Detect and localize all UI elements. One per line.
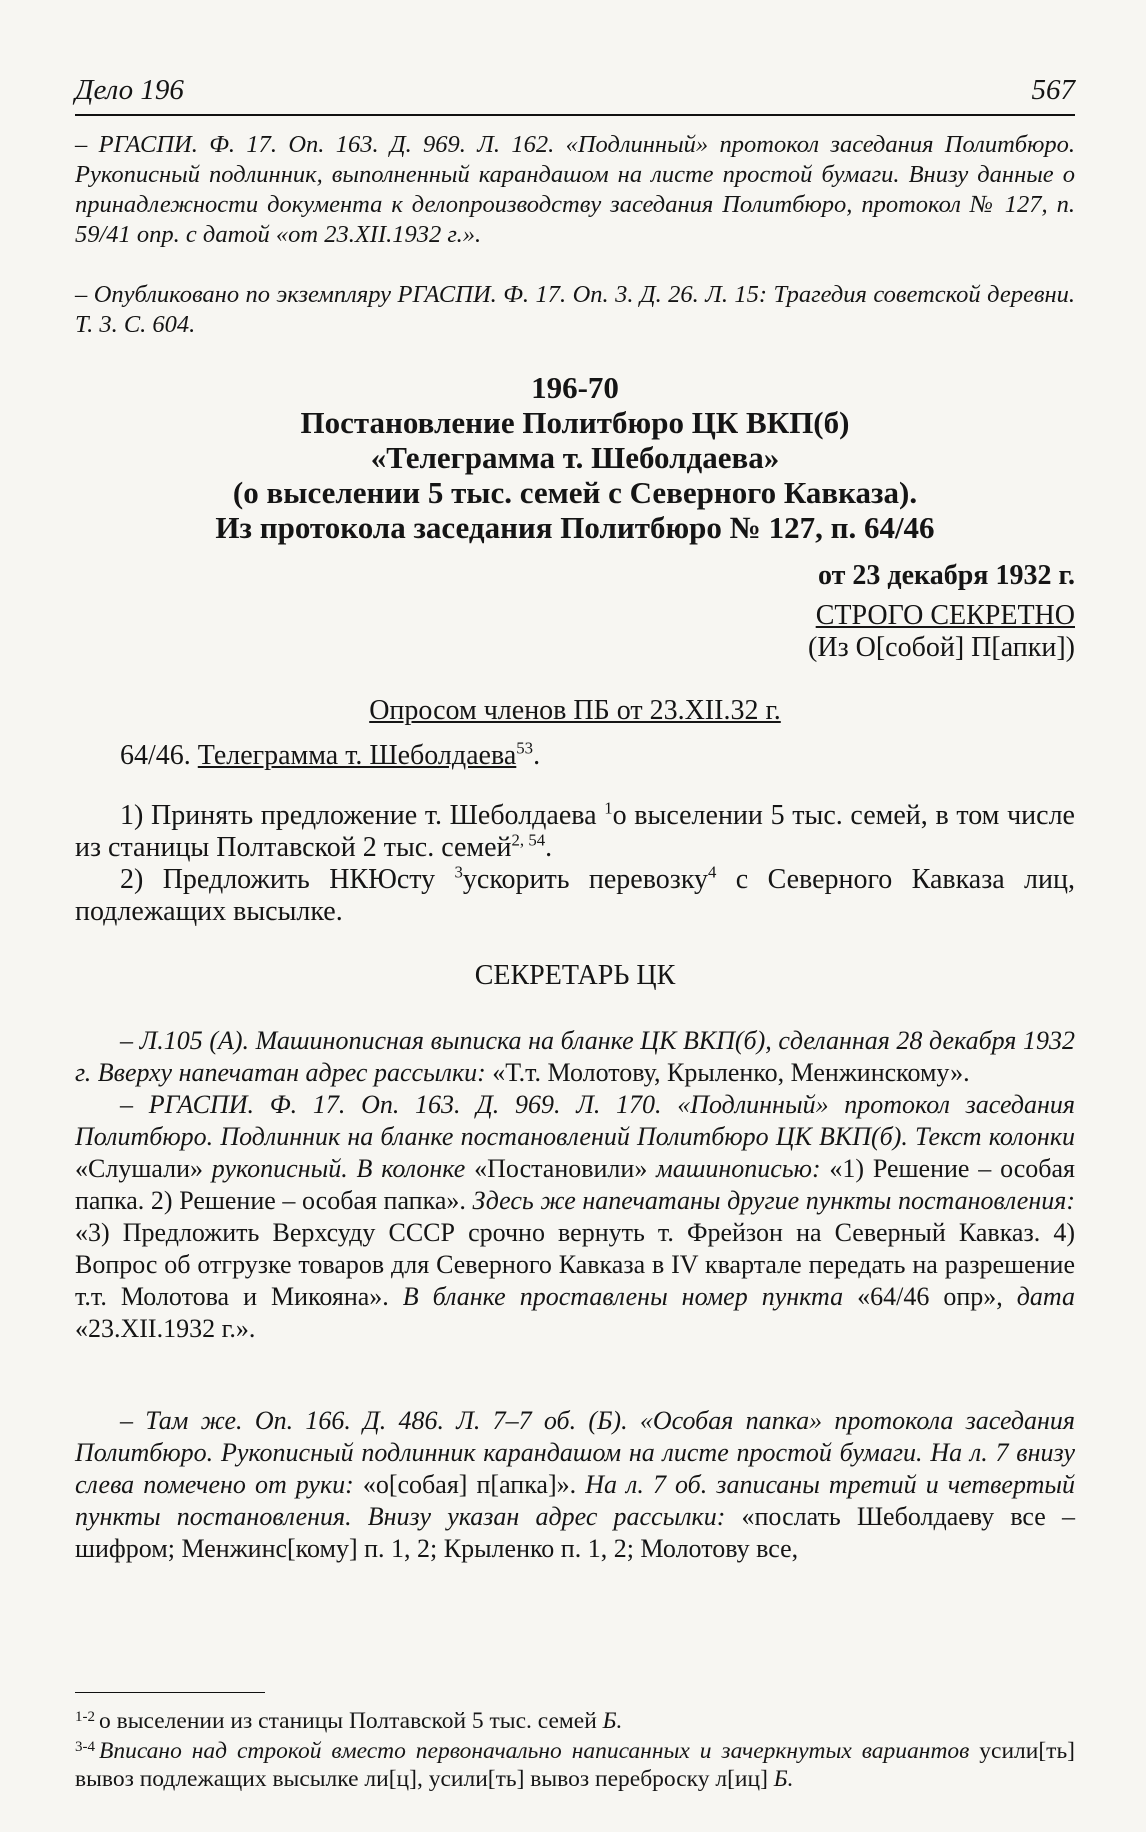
source-c-3: На л. 7 об. записаны третий и четвертый пункты постановления. Внизу указан адрес рассылки: [75,1470,1075,1531]
source-b-9: В бланке проставлены номер пункта [388,1282,858,1311]
source-b-7: Здесь же напечатаны другие пункты постановления: [465,1186,1075,1215]
footnote-2-text: усили[ть] вывоз подлежащих высылке ли[ц], усили[ть] вывоз переброску л[иц] [75,1738,1075,1792]
title-line-2: «Телеграмма т. Шеболдаева» [370,440,780,475]
secrecy-note: (Из О[собой] П[апки]) [808,632,1075,663]
source-b-6: «1) Решение – особая папка. 2) Решение – особая папка». [75,1154,1075,1215]
source-b-12: «23.XII.1932 г.» [75,1314,249,1343]
running-header [75,70,1075,116]
source-b-2: «Слушали» [75,1154,203,1183]
source-b-4: «Постановили» [474,1154,648,1183]
footnote-1 [75,1703,1075,1735]
document-heading [75,370,1075,545]
source-b-10: «64/46 опр», [857,1282,1003,1311]
source-note-c [75,1405,1075,1565]
footnote-1-source: Б. [602,1708,623,1734]
footnote-2 [75,1733,1075,1793]
footnote-1-mark: 1-2 [75,1709,95,1725]
resolution-1-end: о выселении 5 тыс. семей, в том числе из станицы Полтавской 2 тыс. семей [75,800,1075,863]
document-number: 196-70 [531,370,619,405]
item-number: 64/46. [120,740,191,771]
item-title: Телеграмма т. Шеболдаева [197,740,517,771]
source-a-italic: – Л.105 (А). Машинописная выписка на бланке ЦК ВКП(б), сделанная 28 декабря 1932 г. Вверху напечатан адрес рассылки: [75,1026,1075,1087]
case-number: Дело 196 [75,74,184,106]
title-line-1: Постановление Политбюро ЦК ВКП(б) [300,405,850,440]
source-b-3: рукописный. В колонке [203,1154,475,1183]
page-number: 567 [1031,74,1075,106]
poll-text: Опросом членов ПБ от 23.XII.32 г. [369,695,781,726]
footnote-2-mark: 3-4 [75,1739,95,1755]
resolution-2 [75,864,1075,928]
signature-line: СЕКРЕТАРЬ ЦК [474,960,676,991]
poll-line [75,695,1075,727]
secrecy-stamp: СТРОГО СЕКРЕТНО [815,600,1075,631]
footnote-ref-4: 4 [708,862,717,882]
item-note-ref: 53 [516,738,534,758]
source-b-5: машинописью: [647,1154,830,1183]
resolution-2-start: 2) Предложить НКЮсту [120,864,455,895]
resolution-2-end: с Северного Кавказа лиц, подлежащих высылке. [75,864,1075,927]
footnote-2-source: Б. [773,1766,794,1792]
source-c-4: «послать Шеболдаеву все – шифром; Менжинс[кому] п. 1, 2; Крыленко п. 1, 2; Молотову все, [75,1502,1075,1563]
footnote-ref-2: 2, 54 [511,830,546,850]
source-b-11: дата [1002,1282,1076,1311]
source-b-13: . [248,1314,256,1343]
footnote-1-text: о выселении из станицы Полтавской 5 тыс. семей [99,1708,603,1734]
publication-note: – Опубликовано по экземпляру РГАСПИ. Ф. 17. Оп. 3. Д. 26. Л. 15: Трагедия советской деревни. Т. 3. С. 604. [75,281,1075,338]
resolution-2-mid: ускорить перевозку [462,864,709,895]
source-note-b [75,1089,1075,1345]
title-line-4: Из протокола заседания Политбюро № 127, п. 64/46 [215,510,935,545]
source-c-1: – Там же. Оп. 166. Д. 486. Л. 7–7 об. (Б). «Особая папка» протокола заседания Политбюро. Рукописный подлинник карандашом на листе простой бумаги. На л. 7 внизу слева помечено от руки: [75,1406,1075,1499]
archival-source-note: – РГАСПИ. Ф. 17. Оп. 163. Д. 969. Л. 162. «Подлинный» протокол заседания Политбюро. Рукописный подлинник, выполненный карандашом на листе простой бумаги. Внизу данные о принадлежности документа к делопроизводству заседания Политбюро, протокол № 127, п. 59/41 опр. с датой «от 23.XII.1932 г.». [75,131,1075,248]
footnote-2-italic: Вписано над строкой вместо первоначально написанных и зачеркнутых вариантов [99,1738,970,1764]
footnote-ref-3: 3 [454,862,463,882]
footnote-divider [75,1692,265,1693]
resolution-1-start: 1) Принять предложение т. Шеболдаева [120,800,605,831]
footnote-ref-1: 1 [604,798,613,818]
agenda-item: 64/46. Телеграмма т. Шеболдаева$^{53}$. [120,738,541,771]
source-b-1: – РГАСПИ. Ф. 17. Оп. 163. Д. 969. Л. 170. «Подлинный» протокол заседания Политбюро. Подлинник на бланке постановлений Политбюро ЦК ВКП(б). Текст колонки [75,1090,1075,1151]
document-date: от 23 декабря 1932 г. [818,560,1075,591]
resolution-1: 1) Принять предложение т. Шеболдаева $^1$о выселении 5 тыс. семей, в том числе из станицы Полтавской 2 тыс. семей$^{2, 54}$. [75,798,1075,863]
source-note-a [75,1025,1075,1089]
source-c-2: «о[собая] п[апка]». [362,1470,577,1499]
title-line-3: (о выселении 5 тыс. семей с Северного Кавказа). [232,475,918,510]
source-a-addressees: «Т.т. Молотову, Крыленко, Менжинскому». [492,1058,970,1087]
source-b-8: «3) Предложить Верхсуду СССР срочно вернуть т. Фрейзон на Северный Кавказ. 4) Вопрос об отгрузке товаров для Северного Кавказа в IV квартале передать на разрешение т.т. Молотова и Микояна». [75,1218,1075,1311]
